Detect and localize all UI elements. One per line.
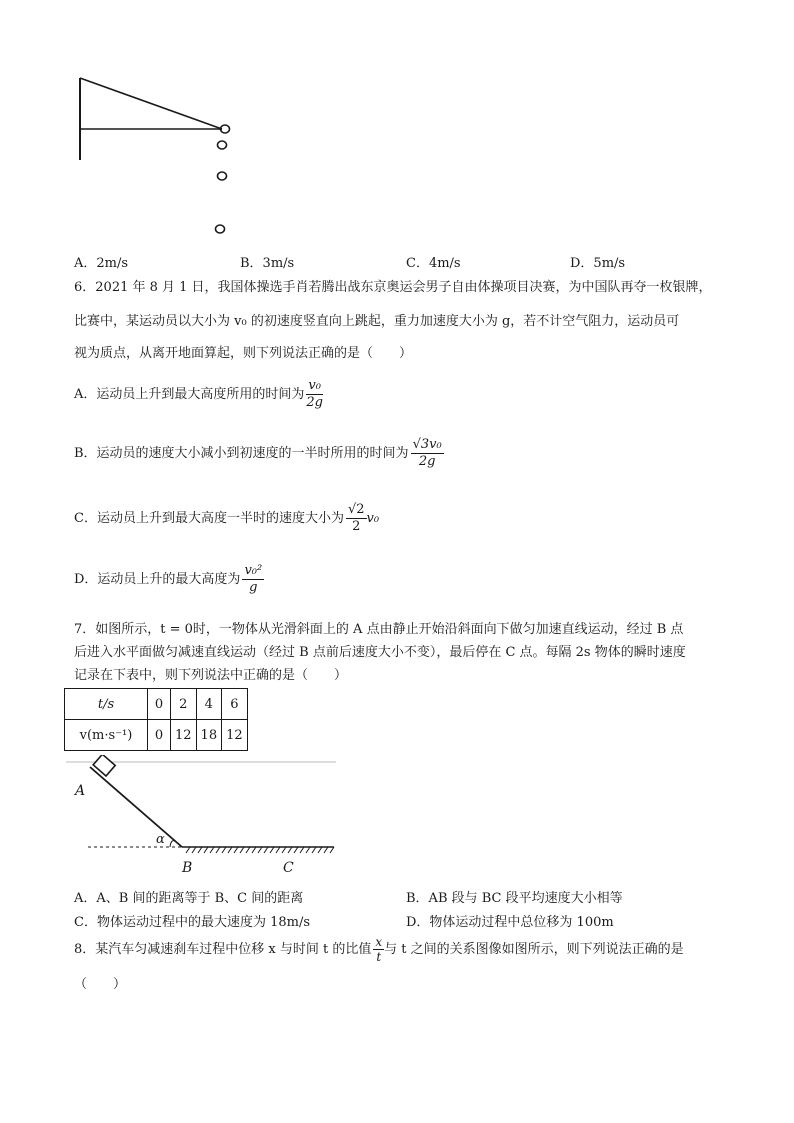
q6-option-d-numerator: v₀² [244, 563, 263, 578]
q6-option-b-fraction [411, 437, 444, 470]
ball-3 [218, 172, 227, 180]
q6-stem-line2: 比赛中，某运动员以大小为 v₀ 的初速度竖直向上跳起，重力加速度大小为 g，若不计空气阻力，运动员可 [74, 314, 680, 329]
q7-velocity-table [64, 688, 248, 751]
q6-option-d-denominator: g [249, 580, 258, 595]
table-header-velocity: v(m·s⁻¹) [65, 720, 148, 751]
q8-stem-line2: （ ） [74, 977, 127, 992]
q6-stem-line3: 视为质点，从离开地面算起，则下列说法正确的是（ ） [74, 346, 413, 361]
q8-stem-part1: 8．某汽车匀减速刹车过程中位移 x 与时间 t 的比值 [74, 942, 372, 957]
q6-option-c [74, 502, 379, 535]
table-cell: 4 [196, 689, 222, 720]
q6-option-b-denominator: 2g [418, 454, 436, 469]
q7-option-d: D．物体运动过程中总位移为 100m [406, 915, 614, 930]
table-cell: 2 [171, 689, 197, 720]
incline-surface [90, 767, 182, 847]
q6-option-a-numerator: v₀ [306, 378, 323, 395]
q6-option-c-tail: v₀ [366, 511, 380, 526]
q6-option-c-numerator: √2 [347, 502, 365, 517]
q7-option-b: B．AB 段与 BC 段平均速度大小相等 [406, 891, 623, 906]
q6-option-a-denominator: 2g [306, 395, 323, 410]
stand-arm-slanted [80, 78, 222, 129]
ground-hatching [186, 847, 334, 853]
label-alpha: α [156, 832, 165, 847]
q8-fraction-numerator: x [375, 935, 383, 949]
q7-stem-line1: 7．如图所示，t = 0时，一物体从光滑斜面上的 A 点由静止开始沿斜面向下做匀加速直线运动，经过 B 点 [74, 622, 684, 637]
q6-option-d-fraction [242, 563, 264, 596]
label-a: A [75, 783, 86, 799]
q6-option-d-text: D．运动员上升的最大高度为 [74, 572, 241, 587]
label-b: B [182, 860, 193, 876]
q6-option-a-text: A．运动员上升到最大高度所用的时间为 [74, 387, 305, 402]
q7-stem-line3: 记录在下表中，则下列说法中正确的是（ ） [74, 668, 348, 683]
table-cell: 12 [222, 720, 248, 751]
q8-stem-line1 [74, 935, 684, 964]
angle-arc [170, 841, 175, 847]
table-row-time [65, 689, 248, 720]
q6-option-c-fraction [346, 502, 367, 535]
q6-option-d [74, 563, 264, 596]
table-cell: 18 [196, 720, 222, 751]
q6-option-c-denominator: 2 [352, 519, 361, 534]
q5-option-c: C．4m/s [406, 256, 461, 271]
ball-4 [216, 225, 225, 233]
q6-option-a-fraction [306, 378, 323, 411]
q6-option-c-text: C．运动员上升到最大高度一半时的速度大小为 [74, 511, 344, 526]
table-row-velocity [65, 720, 248, 751]
label-c: C [283, 860, 294, 876]
q7-option-c: C．物体运动过程中的最大速度为 18m/s [74, 915, 310, 930]
table-cell: 0 [148, 720, 171, 751]
table-cell: 6 [222, 689, 248, 720]
q6-option-b [74, 437, 444, 470]
table-header-time: t/s [65, 689, 148, 720]
table-cell: 0 [148, 689, 171, 720]
q6-stem-line1: 6．2021 年 8 月 1 日，我国体操选手肖若腾出战东京奥运会男子自由体操项目决赛，为中国队再夺一枚银牌， [74, 280, 712, 295]
q5-option-d: D．5m/s [570, 256, 626, 271]
q8-fraction [373, 935, 384, 964]
q5-figure [0, 0, 794, 250]
q6-option-b-numerator: √3v₀ [412, 437, 442, 452]
q6-option-b-text: B．运动员的速度大小减小到初速度的一半时所用的时间为 [74, 446, 409, 461]
q6-option-a [74, 378, 323, 411]
q7-stem-line2: 后进入水平面做匀减速直线运动（经过 B 点前后速度大小不变），最后停在 C 点。每隔 2s 物体的瞬时速度 [74, 645, 686, 660]
q7-incline-figure [0, 755, 794, 885]
table-cell: 12 [171, 720, 197, 751]
q7-option-a: A．A、B 间的距离等于 B、C 间的距离 [74, 891, 304, 906]
q5-option-a: A．2m/s [74, 256, 129, 271]
q8-fraction-denominator: t [376, 950, 382, 964]
q8-stem-part2: 与 t 之间的关系图像如图所示，则下列说法正确的是 [384, 942, 684, 957]
q5-option-b: B．3m/s [240, 256, 295, 271]
ball-2 [218, 141, 227, 149]
